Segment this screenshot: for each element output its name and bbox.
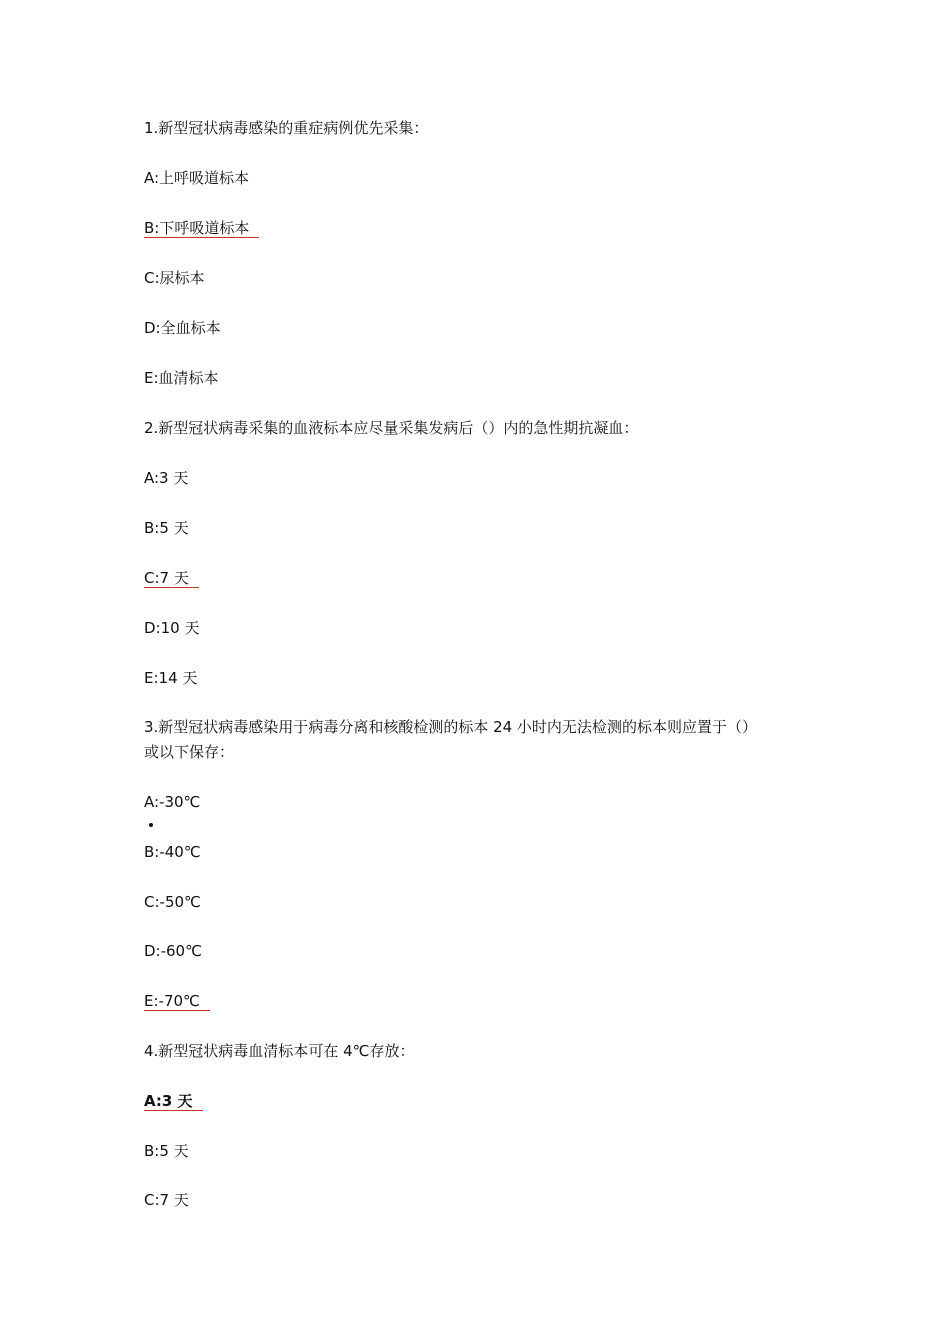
question-1-option-e: E:血清标本 [144,369,219,387]
question-4-option-b: B:5 天 [144,1142,189,1160]
question-1-option-b [144,218,259,238]
question-2-option-e: E:14 天 [144,669,198,687]
answer-underline: A:3 天 [144,1093,203,1111]
question-1-option-a: A:上呼吸道标本 [144,169,250,187]
question-3-option-c: C:-50℃ [144,893,201,911]
question-3-option-b: B:-40℃ [144,843,201,861]
question-2-option-d: D:10 天 [144,619,200,637]
question-3-option-e [144,991,210,1011]
answer-underline: B:下呼吸道标本 [144,220,259,238]
question-2-option-b: B:5 天 [144,519,189,537]
question-4-option-c: C:7 天 [144,1191,189,1209]
question-2-text: 2.新型冠状病毒采集的血液标本应尽量采集发病后（）内的急性期抗凝血： [144,419,639,437]
question-4-option-a [144,1091,203,1111]
question-3-option-d: D:-60℃ [144,942,202,960]
question-4-text: 4.新型冠状病毒血清标本可在 4℃存放： [144,1042,415,1060]
answer-underline: C:7 天 [144,570,199,588]
question-2-option-a: A:3 天 [144,469,189,487]
question-1-text: 1.新型冠状病毒感染的重症病例优先采集： [144,119,429,137]
question-1-option-c: C:尿标本 [144,269,205,287]
question-3-text-line1: 3.新型冠状病毒感染用于病毒分离和核酸检测的标本 24 小时内无法检测的标本则应置于（） [144,718,757,736]
question-3-text-line2: 或以下保存： [144,743,235,761]
bullet-dot [149,823,153,827]
question-2-option-c [144,568,199,588]
question-1-option-d: D:全血标本 [144,319,221,337]
answer-underline: E:-70℃ [144,993,210,1011]
question-3-option-a: A:-30℃ [144,793,201,811]
